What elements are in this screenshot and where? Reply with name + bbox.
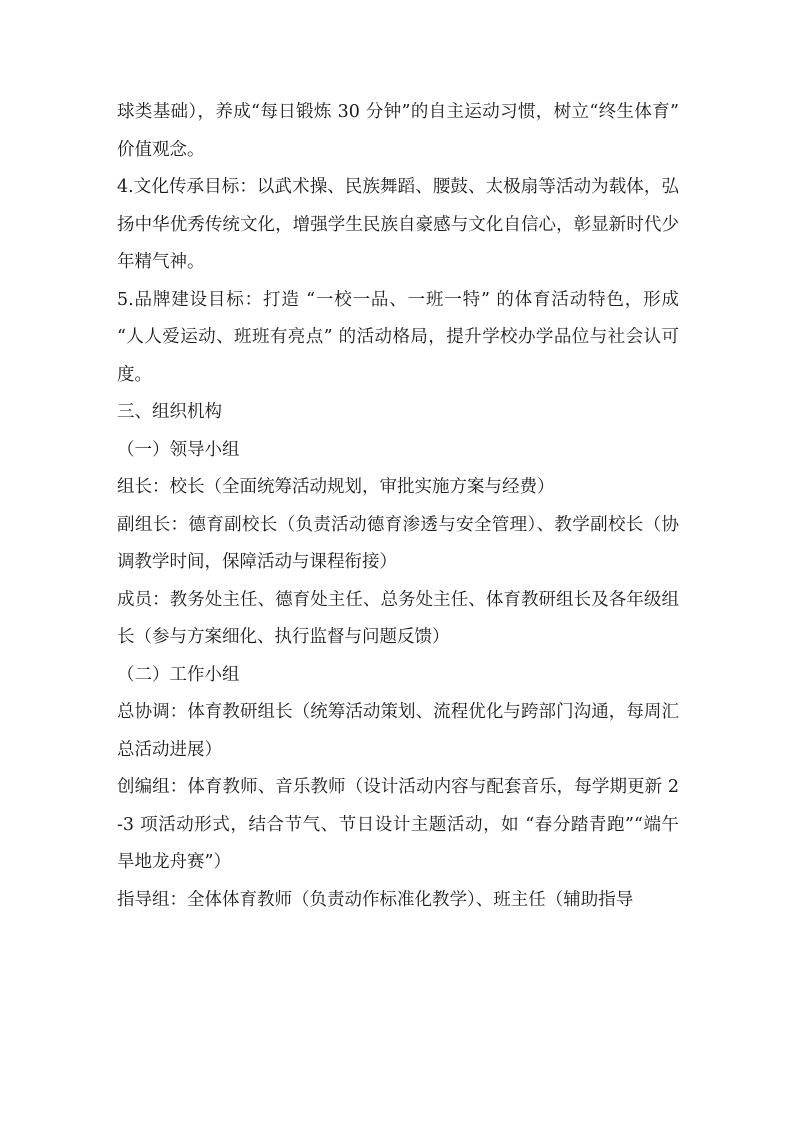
paragraph-coordinator: 总协调：体育教研组长（统筹活动策划、流程优化与跨部门沟通，每周汇总活动进展） <box>117 702 679 760</box>
paragraph-group-leader: 组长：校长（全面统筹活动规划，审批实施方案与经费） <box>117 477 555 497</box>
paragraph-habit-goal: 球类基础），养成“每日锻炼 30 分钟”的自主运动习惯，树立“终生体育” 价值观念。 <box>117 102 679 160</box>
paragraph-members: 成员：教务处主任、德育处主任、总务处主任、体育教研组长及各年级组长（参与方案细化、执行监督与问题反馈） <box>117 589 679 647</box>
paragraph-deputy-leaders: 副组长：德育副校长（负责活动德育渗透与安全管理）、教学副校长（协调教学时间，保障活动与课程衔接） <box>117 514 679 572</box>
paragraph-brand-goal: 5.品牌建设目标：打造 “一校一品、一班一特” 的体育活动特色，形成 “人人爱运动、班班有亮点” 的活动格局，提升学校办学品位与社会认可度。 <box>117 289 679 385</box>
paragraph-culture-goal: 4.文化传承目标：以武术操、民族舞蹈、腰鼓、太极扇等活动为载体，弘扬中华优秀传统文化，增强学生民族自豪感与文化自信心，彰显新时代少年精气神。 <box>117 177 679 272</box>
subsection-heading-working-group: （二）工作小组 <box>117 664 240 685</box>
document-body <box>117 94 679 919</box>
paragraph-creative-team: 创编组：体育教师、音乐教师（设计活动内容与配套音乐，每学期更新 2-3 项活动形式，结合节气、节日设计主题活动，如 “春分踏青跑”“端午旱地龙舟赛”） <box>117 777 679 872</box>
paragraph-guidance-team: 指导组：全体体育教师（负责动作标准化教学）、班主任（辅助指导 <box>117 889 634 910</box>
subsection-heading-leadership: （一）领导小组 <box>117 439 240 460</box>
section-heading-organization: 三、组织机构 <box>117 402 222 422</box>
